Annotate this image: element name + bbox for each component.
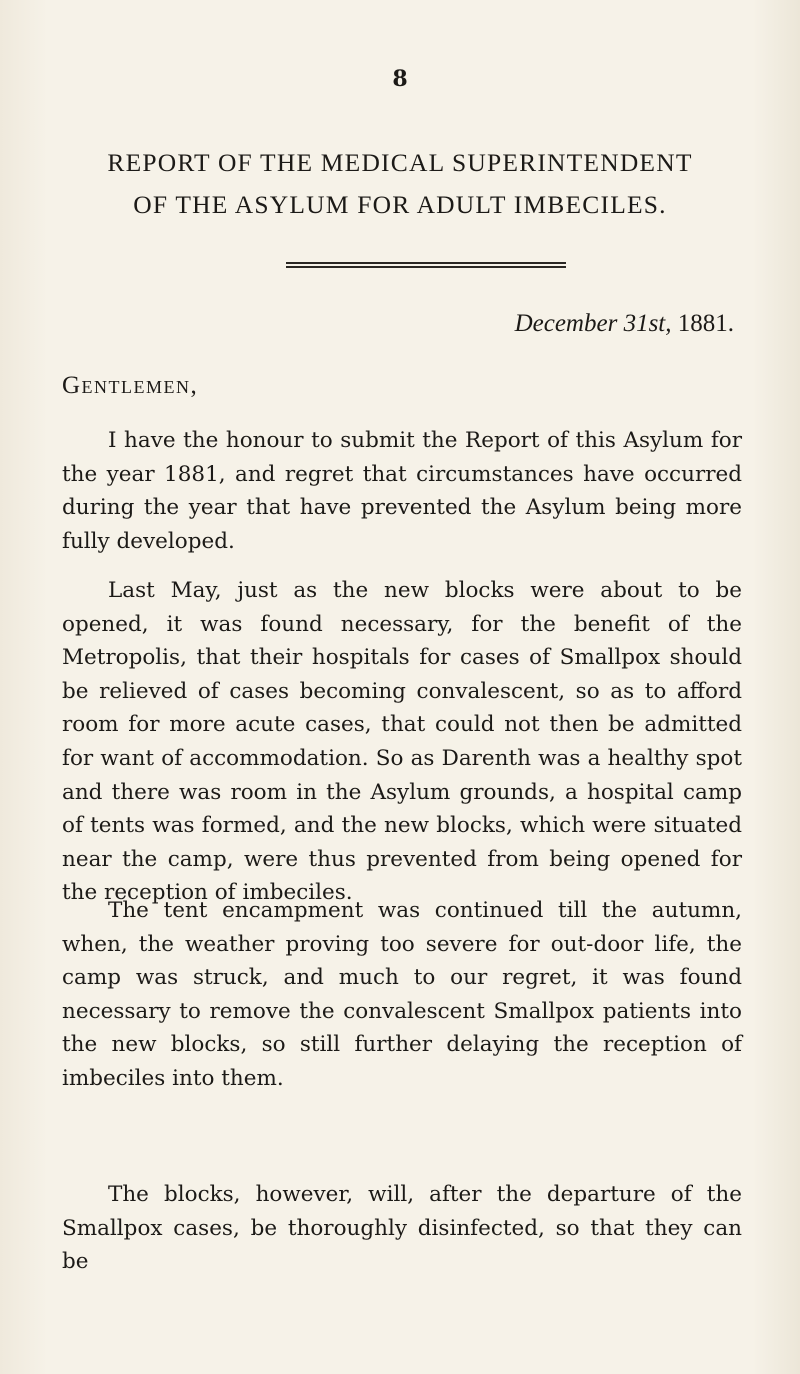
body-paragraph [62,574,742,910]
double-rule-divider [286,262,566,268]
body-paragraph [62,424,742,558]
date-year: 1881. [677,310,734,337]
salutation: Gentlemen, [62,372,199,399]
report-title [60,142,740,226]
date-day: 31st, [623,310,672,337]
paragraph-text: The blocks, however, will, after the departure of the Smallpox cases, be thoroughly disinfected, so that they can be [62,1182,742,1275]
date-month: December [514,310,618,337]
body-paragraph [62,1178,742,1279]
page-number: 8 [392,66,408,92]
report-title-line-1: REPORT OF THE MEDICAL SUPERINTENDENT [107,148,693,177]
paragraph-text: I have the honour to submit the Report of this Asylum for the year 1881, and regret that circumstances have occurred during the year that have prevented the Asylum being more fully developed. [62,428,742,554]
body-paragraph [62,894,742,1096]
paragraph-text: Last May, just as the new blocks were about to be opened, it was found necessary, for the benefit of the Metropolis, that their hospitals for cases of Smallpox should be relieved of cases becoming convalescent, so as to afford room for more acute cases, that could not then be admitted for want of accommodation. So as Darenth was a healthy spot and there was room in the Asylum grounds, a hospital camp of tents was formed, and the new blocks, which were situated near the camp, were thus prevented from being opened for the reception of imbeciles. [62,578,742,906]
dateline [515,310,734,338]
paragraph-text: The tent encampment was continued till the autumn, when, the weather proving too severe for out-door life, the camp was struck, and much to our regret, it was found necessary to remove the convalescent Smallpox patients into the new blocks, so still further delaying the reception of imbeciles into them. [62,898,742,1091]
report-title-line-2: OF THE ASYLUM FOR ADULT IMBECILES. [133,190,667,219]
